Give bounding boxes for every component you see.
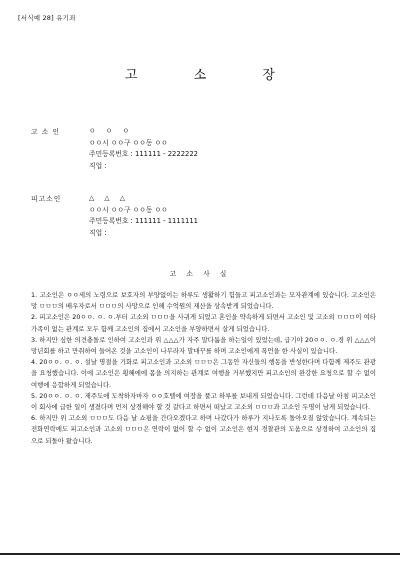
fact-paragraph-5: 5. 20ㅇㅇ. ㅇ. ㅇ. 제주도에 도착하자마자 ㅇㅇ호텔에 여장을 풀고 하루를 보내게 되었습니다. 그런데 다음날 아침 피고소인이 회사에 급한 일이 생겼다며 먼저 상경해야 할 것 같다고 하면서 떠났고 고소외 ㅁㅁㅁ과 고소인 두명이 남게 되었습니다. <box>31 391 376 412</box>
complainant-id-number: 주민등록번호 : 111111 - 2222222 <box>89 150 198 158</box>
fact-paragraph-2: 2. 피고소인은 20ㅇㅇ. ㅇ. ㅇ.부터 고소외 ㅁㅁㅁ을 사귀게 되었고 혼인을 약속하게 되면서 고소인 및 고소외 ㅁㅁㅁ이 여타 가족이 없는 관계로 모두 함께 고소인의 집에서 고소인을 부양하면서 살게 되었습니다. <box>31 313 376 333</box>
accused-id-number: 주민등록번호 : 111111 - 1111111 <box>89 217 198 225</box>
facts-body <box>31 290 376 447</box>
fact-paragraph-6: 6. 하지만 위 고소외 ㅁㅁㅁ도 다음 날 쇼핑을 간다오겠다고 하며 나갔다가 하루가 지나도록 돌아오질 않았습니다. 계속되는 전화연락에도 피고소인과 고소외 ㅁㅁㅁ은 연락이 없어 할 수 없이 고소인은 현지 경찰관의 도움으로 상경하여 고소인의 집으로 되돌아 왔습니다. <box>31 414 376 445</box>
complainant-occupation: 직업 : <box>89 161 107 170</box>
document-title: 고 소 장 <box>125 68 301 83</box>
fact-paragraph-3: 3. 하지만 심한 의견충돌로 인하여 고소인과 위 △△△가 자주 말다툼을 하는일이 있었는데, 급기야 20ㅇㅇ. ㅇ.경 위 △△△이 망년회를 하고 만취하여 들어온 것을 고소인이 나무라자 말대꾸를 하며 고소인에게 폭언을 한 사실이 있습니다. <box>31 335 376 356</box>
accused-name: △ △ △ <box>89 194 130 202</box>
fact-paragraph-4: 4. 20ㅇㅇ. ㅇ. ㅇ. 설날 명절을 기화로 피고소인과 고소외 ㅁㅁㅁ은 그동안 자신들의 행동을 반성한다며 다함께 제주도 관광을 요청했습니다. 이에 고소인은 횡혜에에 몸을 의지하는 관계로 여행을 거부했지만 피고소인의 완강한 요청으로 할 수 없이 여행에 응합하게 되었습니다. <box>31 358 376 389</box>
fact-paragraph-1: 1. 고소인은 ㅇㅇ세의 노령으로 보호자의 부양없이는 하루도 생활하기 힘들고 피고소인과는 모자관계에 있습니다. 고소인은 망 ㅁㅁㅁ의 배우자로서 ㅁㅁㅁ의 사망으로 인해 수억원의 재산을 상속받게 되었습니다. <box>31 291 376 311</box>
page-bottom-rule <box>0 553 400 555</box>
complainant-role: 고 소 인 <box>31 128 61 136</box>
complainant-name: ㅇ ㅇ ㅇ <box>89 127 134 135</box>
accused-role: 피고소인 <box>31 195 62 203</box>
form-label: [서식예 28] 유기죄 <box>18 14 76 22</box>
accused-address: ㅇㅇ시 ㅇㅇ구 ㅇㅇ동 ㅇㅇ <box>89 205 168 214</box>
facts-section-title: 고 소 사 실 <box>169 270 231 278</box>
complainant-address: ㅇㅇ시 ㅇㅇ구 ㅇㅇ동 ㅇㅇ <box>89 138 168 147</box>
accused-occupation: 직업 : <box>89 228 107 237</box>
